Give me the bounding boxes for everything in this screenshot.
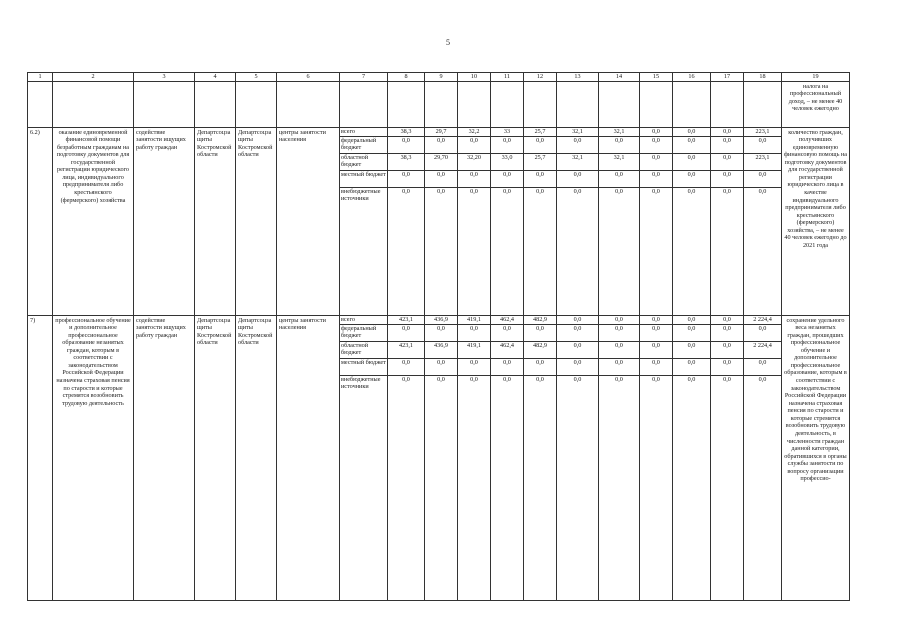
value: 0,0 — [673, 154, 710, 171]
value: 0,0 — [536, 375, 544, 383]
value: 33,0 — [491, 154, 523, 171]
header-cell: 5 — [236, 73, 277, 82]
task-name: содействие занятости ищущих работу граждан — [134, 316, 195, 601]
funding-sources — [340, 128, 388, 316]
value: 32,1 — [557, 154, 598, 171]
value: 0,0 — [652, 187, 660, 195]
value-cell — [388, 316, 425, 601]
value: 0,0 — [458, 359, 490, 376]
value: 419,1 — [458, 342, 490, 359]
header-cell: 15 — [640, 73, 673, 82]
header-cell: 3 — [134, 73, 195, 82]
value-cell — [599, 128, 640, 316]
value: 419,1 — [458, 316, 490, 325]
value: 25,7 — [524, 154, 556, 171]
header-cell: 1 — [28, 73, 53, 82]
value: 0,0 — [573, 187, 582, 195]
value: 0,0 — [599, 342, 639, 359]
header-cell: 19 — [782, 73, 850, 82]
header-cell: 7 — [340, 73, 388, 82]
value: 0,0 — [557, 325, 598, 342]
value: 0,0 — [503, 187, 511, 195]
value: 0,0 — [615, 187, 623, 195]
value: 0,0 — [640, 154, 672, 171]
value: 0,0 — [402, 187, 410, 195]
value: 0,0 — [557, 137, 598, 154]
value: 423,1 — [388, 342, 424, 359]
value: 0,0 — [673, 359, 710, 376]
value: 0,0 — [673, 316, 710, 325]
value: 0,0 — [640, 137, 672, 154]
funding-source-label: федеральный бюджет — [340, 137, 387, 154]
value: 0,0 — [437, 375, 445, 383]
header-cell: 9 — [425, 73, 458, 82]
header-cell: 17 — [711, 73, 744, 82]
value: 482,9 — [524, 342, 556, 359]
value: 0,0 — [557, 171, 598, 188]
value: 0,0 — [503, 375, 511, 383]
measure-name: оказание единовременной финансовой помощи безработным гражданам на подготовку документов для государственной регистрации юридического лица, индивидуального предпринимателя либо крестьянского (фермерского) хозяйства — [53, 128, 134, 316]
value: 0,0 — [711, 137, 743, 154]
value: 0,0 — [524, 137, 556, 154]
value: 0,0 — [758, 187, 767, 195]
executor: центры занятости населения — [277, 316, 340, 601]
value: 0,0 — [640, 316, 672, 325]
row-number: 6.2) — [28, 128, 53, 316]
value: 32,1 — [557, 128, 598, 137]
value: 423,1 — [388, 316, 424, 325]
value: 0,0 — [425, 171, 457, 188]
value: 0,0 — [425, 325, 457, 342]
value-cell — [425, 316, 458, 601]
expected-result: количество граждан, получивших единовременную финансовую помощь на подготовку документов для государственной регистрации юридического лица в качестве индивидуального предпринимателя либо крестьянского (фермерского) хозяйства, – не менее 40 человек ежегодно до 2021 года — [782, 128, 850, 316]
value-cell — [524, 128, 557, 316]
funding-source-label: всего — [340, 316, 387, 325]
funding-source-label: областной бюджет — [340, 154, 387, 171]
value: 0,0 — [673, 342, 710, 359]
value-cell — [744, 316, 782, 601]
value-cell — [557, 128, 599, 316]
value: 0,0 — [744, 359, 781, 376]
value: 0,0 — [388, 171, 424, 188]
value: 223,1 — [744, 128, 781, 137]
funding-source-label: федеральный бюджет — [340, 325, 387, 342]
header-cell: 12 — [524, 73, 557, 82]
value: 436,9 — [425, 316, 457, 325]
header-cell: 8 — [388, 73, 425, 82]
value: 0,0 — [723, 375, 731, 383]
value: 0,0 — [711, 325, 743, 342]
value: 0,0 — [524, 325, 556, 342]
table-row — [28, 316, 850, 601]
value-cell — [458, 128, 491, 316]
value: 0,0 — [491, 325, 523, 342]
value: 436,9 — [425, 342, 457, 359]
value: 482,9 — [524, 316, 556, 325]
page-number: 5 — [446, 38, 450, 47]
value-cell — [711, 128, 744, 316]
value: 0,0 — [425, 359, 457, 376]
value: 0,0 — [673, 171, 710, 188]
funding-source-label: областной бюджет — [340, 342, 387, 359]
value: 0,0 — [744, 325, 781, 342]
value: 0,0 — [711, 128, 743, 137]
row-number: 7) — [28, 316, 53, 601]
value: 32,2 — [458, 128, 490, 137]
value: 0,0 — [640, 325, 672, 342]
value: 0,0 — [711, 171, 743, 188]
header-cell: 2 — [53, 73, 134, 82]
value: 32,1 — [599, 154, 639, 171]
funding-source-label: всего — [340, 128, 387, 137]
value: 0,0 — [640, 171, 672, 188]
value: 32,1 — [599, 128, 639, 137]
value: 0,0 — [723, 187, 731, 195]
header-cell: 14 — [599, 73, 640, 82]
funding-source-label: внебюджетные источники — [341, 187, 381, 203]
value: 0,0 — [388, 137, 424, 154]
executor: центры занятости населения — [277, 128, 340, 316]
value-cell — [491, 316, 524, 601]
value: 25,7 — [524, 128, 556, 137]
value: 29,70 — [425, 154, 457, 171]
value: 38,3 — [388, 154, 424, 171]
header-cell: 16 — [673, 73, 711, 82]
header-cell: 11 — [491, 73, 524, 82]
value: 2 224,4 — [744, 342, 781, 359]
continuation-row — [28, 82, 850, 128]
value: 0,0 — [388, 325, 424, 342]
funding-source-label: местный бюджет — [340, 171, 387, 188]
value: 0,0 — [599, 325, 639, 342]
value: 0,0 — [744, 137, 781, 154]
value: 0,0 — [758, 375, 767, 383]
value: 0,0 — [711, 154, 743, 171]
funding-source-label: местный бюджет — [340, 359, 387, 376]
value: 0,0 — [673, 325, 710, 342]
value: 0,0 — [458, 325, 490, 342]
value-cell — [673, 128, 711, 316]
value: 0,0 — [524, 171, 556, 188]
value: 0,0 — [711, 342, 743, 359]
value: 0,0 — [640, 342, 672, 359]
value: 38,3 — [388, 128, 424, 137]
value: 0,0 — [524, 359, 556, 376]
value: 462,4 — [491, 342, 523, 359]
value: 0,0 — [491, 137, 523, 154]
header-cell: 13 — [557, 73, 599, 82]
value: 0,0 — [402, 375, 410, 383]
value: 0,0 — [599, 137, 639, 154]
value: 0,0 — [711, 359, 743, 376]
value: 0,0 — [599, 171, 639, 188]
value: 0,0 — [673, 137, 710, 154]
value: 32,20 — [458, 154, 490, 171]
header-cell: 6 — [277, 73, 340, 82]
header-row — [28, 73, 850, 82]
value: 2 224,4 — [744, 316, 781, 325]
value: 0,0 — [652, 375, 660, 383]
value-cell — [458, 316, 491, 601]
funding-source-label: внебюджетные источники — [341, 375, 381, 391]
value: 0,0 — [687, 375, 696, 383]
header-cell: 18 — [744, 73, 782, 82]
value-cell — [491, 128, 524, 316]
value-cell — [711, 316, 744, 601]
task-name: содействие занятости ищущих работу граждан — [134, 128, 195, 316]
measure-name: профессиональное обучение и дополнительное профессиональное образование незанятых граждан, которым в соответствии с законодательством Российской Федерации назначена страховая пенсия по старости и которые стремятся возобновить трудовую деятельность — [53, 316, 134, 601]
value: 29,7 — [425, 128, 457, 137]
value-cell — [640, 316, 673, 601]
value: 0,0 — [458, 171, 490, 188]
header-cell: 10 — [458, 73, 491, 82]
value: 462,4 — [491, 316, 523, 325]
value: 0,0 — [744, 171, 781, 188]
value: 0,0 — [687, 187, 696, 195]
value: 0,0 — [388, 359, 424, 376]
responsible-org: Департсоцзащиты Костромской области — [195, 316, 236, 601]
value-cell — [425, 128, 458, 316]
value: 0,0 — [425, 137, 457, 154]
value: 0,0 — [491, 171, 523, 188]
value-cell — [599, 316, 640, 601]
value: 223,1 — [744, 154, 781, 171]
value: 33 — [491, 128, 523, 137]
funding-sources — [340, 316, 388, 601]
responsible-org: Департсоцзащиты Костромской области — [195, 128, 236, 316]
header-cell: 4 — [195, 73, 236, 82]
value-cell — [388, 128, 425, 316]
value-cell — [557, 316, 599, 601]
coexecutor-org: Департсоцзащиты Костромской области — [236, 128, 277, 316]
value: 0,0 — [573, 375, 582, 383]
value: 0,0 — [599, 359, 639, 376]
value: 0,0 — [470, 375, 478, 383]
value: 0,0 — [673, 128, 710, 137]
value: 0,0 — [557, 316, 598, 325]
value: 0,0 — [640, 128, 672, 137]
program-table — [27, 72, 850, 601]
continuation-result: налога на профессиональный доход, – не менее 40 человек ежегодно — [782, 82, 850, 128]
value-cell — [640, 128, 673, 316]
value: 0,0 — [557, 342, 598, 359]
value: 0,0 — [437, 187, 445, 195]
value: 0,0 — [640, 359, 672, 376]
value: 0,0 — [491, 359, 523, 376]
value-cell — [673, 316, 711, 601]
value: 0,0 — [557, 359, 598, 376]
value: 0,0 — [599, 316, 639, 325]
value-cell — [744, 128, 782, 316]
value: 0,0 — [711, 316, 743, 325]
expected-result: сохранение удельного веса незанятых граждан, прошедших профессиональное обучение и дополнительное профессиональное образование, которым в соответствии с законодательством Российской Федерации назначена страховая пенсия по старости и которые стремятся возобновить трудовую деятельность, в численности граждан данной категории, обратившихся в органы службы занятости по вопросу организации профессио- — [782, 316, 850, 601]
value: 0,0 — [470, 187, 478, 195]
table-row — [28, 128, 850, 316]
value: 0,0 — [458, 137, 490, 154]
coexecutor-org: Департсоцзащиты Костромской области — [236, 316, 277, 601]
value-cell — [524, 316, 557, 601]
value: 0,0 — [615, 375, 623, 383]
value: 0,0 — [536, 187, 544, 195]
